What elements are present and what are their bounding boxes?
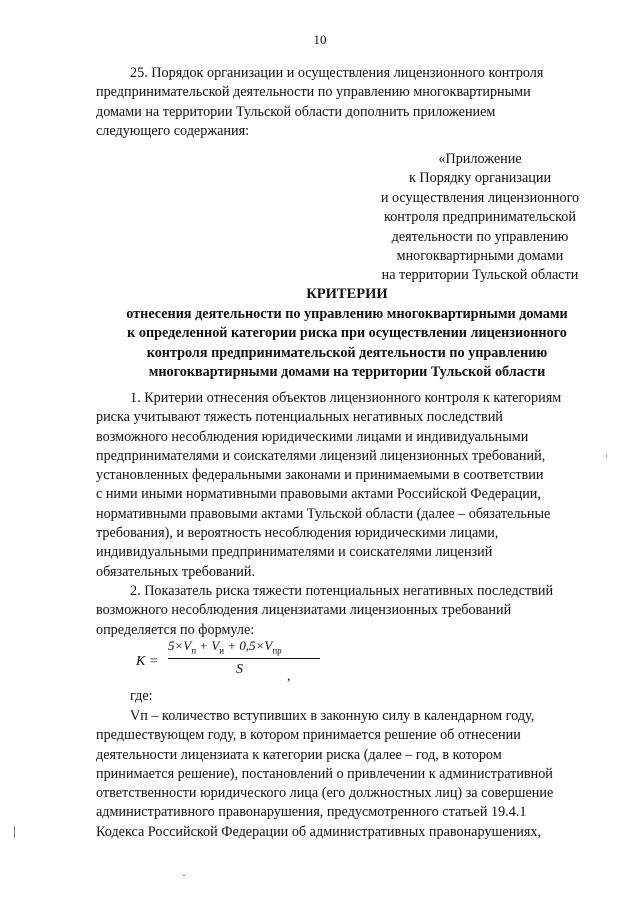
subtitle-line: контроля предпринимательской деятельности по управлению: [146, 344, 548, 361]
paragraph-line: принимается решение), постановлений о привлечении к административной: [96, 765, 553, 782]
paragraph-line: административного правонарушения, предусмотренного статьей 19.4.1: [96, 804, 527, 821]
paragraph-line: возможного несоблюдения лицензиатами лицензионных требований: [96, 602, 512, 619]
appendix-line: многоквартирными домами: [396, 248, 564, 265]
paragraph-3: [96, 707, 598, 842]
paragraph-1: [96, 389, 598, 582]
paragraph-line: нормативными правовыми актами Тульской области (далее – обязательные: [96, 505, 551, 522]
intro-paragraph: [96, 64, 598, 141]
appendix-line: деятельности по управлению: [391, 228, 569, 245]
paragraph-line: предпринимателями и соискателями лицензий лицензионных требований,: [96, 447, 546, 464]
intro-line: 25. Порядок организации и осуществления лицензионного контроля: [130, 65, 544, 81]
appendix-line: и осуществления лицензионного: [380, 189, 580, 206]
intro-line: предпринимательской деятельности по управлению многоквартирными: [96, 84, 531, 101]
formula-numerator: $5\times V_п + V_и + 0,5\times V_{пр}$: [168, 638, 282, 656]
formula-comma: ,: [287, 669, 291, 684]
where-label: где:: [130, 688, 153, 704]
subtitle-line: к определенной категории риска при осуществлении лицензионного: [127, 325, 567, 342]
appendix-line: «Приложение: [438, 151, 522, 167]
document-title: КРИТЕРИИ: [306, 286, 388, 302]
paragraph-line: ответственности юридического лица (его должностных лиц) за совершение: [96, 785, 554, 802]
page-number: 10: [313, 32, 327, 47]
paragraph-line: 2. Показатель риска тяжести потенциальных негативных последствий: [130, 583, 554, 599]
paragraph-line: риска учитывают тяжесть потенциальных негативных последствий: [96, 409, 503, 426]
appendix-heading: [330, 150, 630, 286]
scan-speck: [183, 875, 185, 876]
scan-speck: [14, 826, 15, 838]
paragraph-line: определяется по формуле:: [96, 621, 255, 638]
appendix-line: к Порядку организации: [408, 170, 552, 187]
subtitle-line: отнесения деятельности по управлению многоквартирными домами: [126, 306, 568, 322]
paragraph-line: деятельности лицензиата к категории риска (далее – год, в котором: [96, 746, 502, 763]
paragraph-line: с ними иными нормативными правовыми актами Российской Федерации,: [96, 486, 541, 503]
paragraph-line: установленных федеральными законами и принимаемыми в соответствии: [96, 467, 544, 484]
paragraph-line: требования), и вероятность несоблюдения юридическими лицами,: [96, 525, 499, 542]
formula-denominator: S: [236, 662, 243, 677]
paragraph-line: 1. Критерии отнесения объектов лицензионного контроля к категориям: [130, 390, 562, 406]
appendix-line: на территории Тульской области: [381, 267, 579, 284]
paragraph-line: возможного несоблюдения юридическими лицами и индивидуальными: [96, 428, 529, 445]
paragraph-line: Vп – количество вступивших в законную силу в календарном году,: [130, 708, 535, 724]
formula-lhs: K =: [136, 654, 159, 669]
fraction-bar: [168, 658, 320, 659]
paragraph-2: [96, 582, 598, 640]
risk-formula: [136, 636, 306, 688]
paragraph-line: Кодекса Российской Федерации об административных правонарушениях,: [96, 823, 542, 840]
document-subtitle: [96, 305, 598, 382]
appendix-line: контроля предпринимательской: [384, 209, 576, 226]
scan-speck: [606, 455, 607, 457]
intro-line: следующего содержания:: [96, 122, 250, 139]
paragraph-line: индивидуальными предпринимателями и соискателями лицензий: [96, 544, 493, 561]
paragraph-line: предшествующем году, в котором принимается решение об отнесении: [96, 727, 521, 744]
intro-line: домами на территории Тульской области дополнить приложением: [96, 103, 496, 120]
subtitle-line: многоквартирными домами на территории Тульской области: [148, 363, 546, 380]
paragraph-line: обязательных требований.: [96, 563, 256, 580]
